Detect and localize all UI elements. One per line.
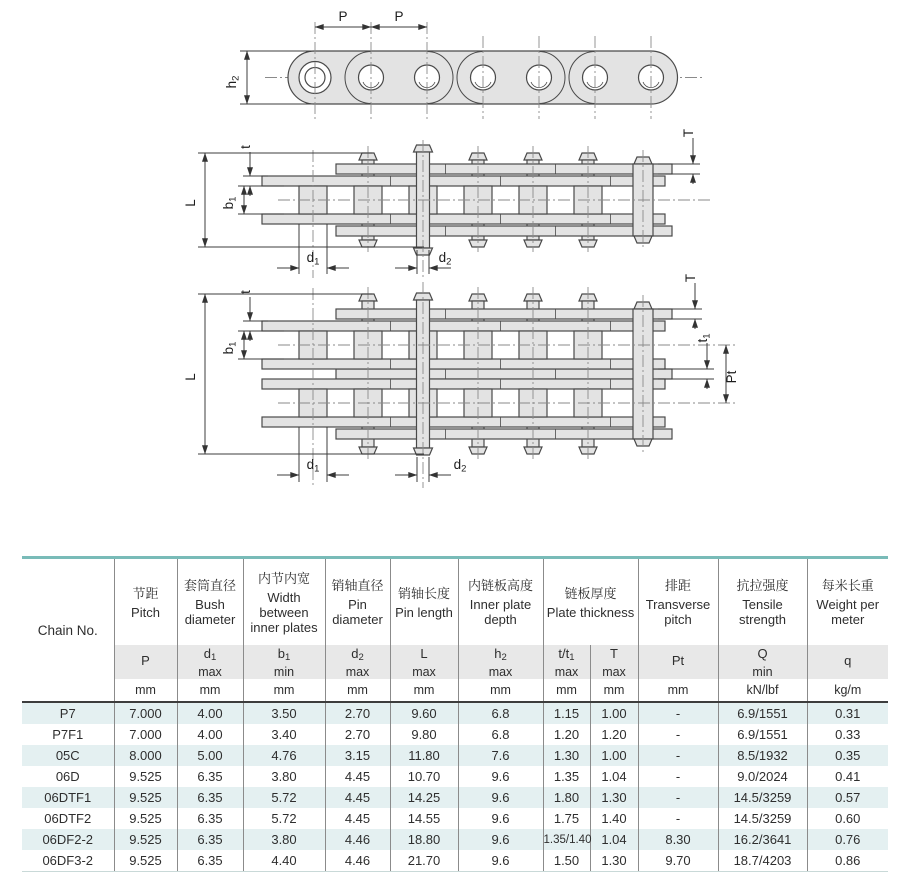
- header-cn: 抗拉强度: [736, 578, 789, 593]
- cell: 6.35: [177, 829, 243, 850]
- unit-cell: mm: [590, 679, 638, 702]
- unit-cell: kg/m: [807, 679, 888, 702]
- cell: 3.80: [243, 829, 325, 850]
- corner-header: Chain No.: [22, 558, 114, 703]
- dim-label-b1: b1: [221, 341, 239, 355]
- cell: -: [638, 787, 718, 808]
- dim-label-d2: d2: [438, 250, 452, 268]
- header-cn: 每米长重: [821, 578, 874, 593]
- dim-label-T: T: [681, 128, 696, 138]
- table-row: [22, 724, 888, 745]
- symbol-cell: Q min: [718, 645, 807, 679]
- cell: 4.45: [325, 808, 390, 829]
- header-cn: 节距: [132, 585, 159, 601]
- cell: 1.30: [590, 850, 638, 872]
- col-header-plate-thickness: [543, 558, 638, 646]
- cell: 9.80: [390, 724, 458, 745]
- cell: 0.41: [807, 766, 888, 787]
- header-cn: 内链板高度: [467, 578, 533, 593]
- cell: 9.6: [458, 829, 543, 850]
- cell: 9.6: [458, 808, 543, 829]
- cell: 6.9/1551: [718, 724, 807, 745]
- header-en: Bush diameter: [184, 597, 236, 627]
- cell: 1.30: [590, 787, 638, 808]
- cell: 9.525: [114, 808, 177, 829]
- cell: 8.30: [638, 829, 718, 850]
- table-row: [22, 787, 888, 808]
- cell: 06D: [55, 769, 80, 784]
- cell: 14.5/3259: [718, 787, 807, 808]
- cell: 0.57: [807, 787, 888, 808]
- col-header-inner-width: [243, 558, 325, 646]
- cell: 4.76: [243, 745, 325, 766]
- symbol-cell: t/t1 max: [543, 645, 590, 679]
- cell: 3.15: [325, 745, 390, 766]
- dim-label-L: L: [183, 373, 198, 381]
- cell: 18.7/4203: [718, 850, 807, 872]
- cell: 16.2/3641: [718, 829, 807, 850]
- cell: -: [638, 808, 718, 829]
- cell: -: [638, 702, 718, 724]
- cell: 7.000: [114, 702, 177, 724]
- cell: 06DTF1: [22, 787, 114, 808]
- symbol-cell: d2 max: [325, 645, 390, 679]
- cell: 5.00: [177, 745, 243, 766]
- dim-label-t: t: [238, 145, 253, 149]
- col-header-bush-diameter: [177, 558, 243, 646]
- cell: 06DF3-2: [22, 850, 114, 872]
- dim-label-t1: t1: [695, 333, 713, 343]
- dim-label-pitch-right: P: [394, 9, 404, 24]
- cell: 1.00: [590, 745, 638, 766]
- cell: 0.33: [807, 724, 888, 745]
- cell: -: [638, 724, 718, 745]
- cell: 06DF2-2: [22, 829, 114, 850]
- dim-label-b1: b1: [221, 196, 239, 210]
- cell: 0.60: [807, 808, 888, 829]
- cell: 5.72: [243, 808, 325, 829]
- header-cn: 链板厚度: [564, 585, 617, 601]
- cell: 0.35: [807, 745, 888, 766]
- dim-label-d2: d2: [453, 457, 467, 475]
- cell: -: [638, 745, 718, 766]
- cell: 1.00: [590, 702, 638, 724]
- cell: 9.525: [114, 766, 177, 787]
- symbol-cell: d1 max: [177, 645, 243, 679]
- cell: 21.70: [390, 850, 458, 872]
- cell: 2.70: [325, 702, 390, 724]
- cell: 9.6: [458, 766, 543, 787]
- cell: 0.76: [807, 829, 888, 850]
- table-row: [22, 808, 888, 829]
- cell: 0.31: [807, 702, 888, 724]
- cell: 5.72: [243, 787, 325, 808]
- header-en: Transverse pitch: [645, 597, 711, 627]
- table-row: [22, 766, 888, 787]
- header-en: Pin diameter: [332, 597, 383, 627]
- cell: 1.04: [590, 766, 638, 787]
- dim-label-h2: h2: [224, 75, 242, 89]
- col-header-pin-diameter: [325, 558, 390, 646]
- symbol-cell: h2 max: [458, 645, 543, 679]
- cell: 18.80: [390, 829, 458, 850]
- dim-label-pitch-left: P: [338, 9, 348, 24]
- header-en: Tensile strength: [739, 597, 786, 627]
- header-en: Pitch: [131, 604, 160, 620]
- cell: 9.0/2024: [718, 766, 807, 787]
- cell: 05C: [22, 745, 114, 766]
- cell: 3.80: [243, 766, 325, 787]
- cell: 6.8: [458, 702, 543, 724]
- unit-cell: mm: [114, 679, 177, 702]
- col-header-tensile-strength: [718, 558, 807, 646]
- cell: 14.25: [390, 787, 458, 808]
- cell: 9.6: [458, 787, 543, 808]
- header-cn: 销轴长度: [397, 585, 450, 601]
- unit-cell: mm: [390, 679, 458, 702]
- cell: 9.525: [114, 829, 177, 850]
- cell: 9.60: [390, 702, 458, 724]
- double-strand-plan-diagram: [183, 274, 739, 488]
- cell: 3.50: [243, 702, 325, 724]
- cell: 1.04: [590, 829, 638, 850]
- header-cn: 排距: [664, 578, 691, 593]
- symbol-cell: L max: [390, 645, 458, 679]
- col-header-pitch: [114, 558, 177, 646]
- cell: 6.35: [177, 850, 243, 872]
- cell: 1.30: [543, 745, 590, 766]
- cell: 2.70: [325, 724, 390, 745]
- cell: 1.15: [543, 702, 590, 724]
- single-strand-plan-diagram: [183, 128, 712, 283]
- cell: 8.5/1932: [718, 745, 807, 766]
- dim-label-L: L: [183, 199, 198, 207]
- symbol-cell: Pt: [638, 645, 718, 679]
- table-row: [22, 702, 888, 724]
- symbol-cell: T max: [590, 645, 638, 679]
- dim-label-t: t: [238, 290, 253, 294]
- unit-cell: mm: [543, 679, 590, 702]
- header-en: Plate thickness: [546, 604, 635, 620]
- cell: 14.5/3259: [718, 808, 807, 829]
- chain-profile-diagram: [224, 9, 705, 119]
- unit-cell: kN/lbf: [718, 679, 807, 702]
- cell: 8.000: [114, 745, 177, 766]
- cell: 1.75: [543, 808, 590, 829]
- cell: 9.70: [638, 850, 718, 872]
- table-row: [22, 850, 888, 872]
- cell: 14.55: [390, 808, 458, 829]
- header-en: Inner plate depth: [469, 597, 532, 627]
- cell: 1.80: [543, 787, 590, 808]
- cell: 6.9/1551: [718, 702, 807, 724]
- symbol-cell: P: [114, 645, 177, 679]
- cell: 9.525: [114, 850, 177, 872]
- unit-cell: mm: [638, 679, 718, 702]
- header-cn: 内节内宽: [257, 570, 310, 586]
- cell: 7.6: [458, 745, 543, 766]
- cell: 9.6: [458, 850, 543, 872]
- cell: 1.20: [590, 724, 638, 745]
- table-row: [22, 829, 888, 850]
- cell: 6.35: [177, 808, 243, 829]
- cell: 4.00: [177, 724, 243, 745]
- header-cn: 套筒直径: [183, 578, 236, 593]
- table-row: [22, 745, 888, 766]
- cell: 1.35/1.40: [543, 829, 590, 850]
- col-header-transverse-pitch: [638, 558, 718, 646]
- cell: 4.00: [177, 702, 243, 724]
- cell: 1.40: [590, 808, 638, 829]
- unit-cell: mm: [243, 679, 325, 702]
- header-row-names: [22, 558, 888, 646]
- col-header-pin-length: [390, 558, 458, 646]
- cell: 10.70: [390, 766, 458, 787]
- dim-label-Pt: Pt: [724, 370, 739, 384]
- unit-cell: mm: [325, 679, 390, 702]
- chain-spec-table: [22, 556, 888, 872]
- header-en: Width between inner plates: [250, 589, 318, 635]
- cell: 4.45: [325, 766, 390, 787]
- col-header-weight: [807, 558, 888, 646]
- cell: 6.35: [177, 787, 243, 808]
- cell: 0.86: [807, 850, 888, 872]
- header-row-symbols: [22, 645, 888, 679]
- cell: 9.525: [114, 787, 177, 808]
- cell: P7F1: [52, 727, 84, 742]
- col-header-inner-plate-depth: [458, 558, 543, 646]
- dim-label-d1: d1: [306, 457, 320, 475]
- unit-cell: mm: [458, 679, 543, 702]
- cell: 6.35: [177, 766, 243, 787]
- header-row-units: [22, 679, 888, 702]
- cell: 4.45: [325, 787, 390, 808]
- cell: 06DTF2: [44, 811, 92, 826]
- cell: P7: [22, 702, 114, 724]
- cell: 1.35: [543, 766, 590, 787]
- symbol-cell: b1 min: [243, 645, 325, 679]
- header-cn: 销轴直径: [331, 578, 384, 593]
- dim-label-T: T: [683, 273, 698, 283]
- cell: 4.46: [325, 850, 390, 872]
- cell: 3.40: [243, 724, 325, 745]
- header-en: Weight per meter: [816, 597, 880, 627]
- unit-cell: mm: [177, 679, 243, 702]
- cell: 1.50: [543, 850, 590, 872]
- cell: 4.40: [243, 850, 325, 872]
- cell: 7.000: [114, 724, 177, 745]
- cell: 11.80: [390, 745, 458, 766]
- header-en: Pin length: [395, 604, 453, 620]
- cell: 1.20: [543, 724, 590, 745]
- cell: 6.8: [458, 724, 543, 745]
- cell: -: [638, 766, 718, 787]
- symbol-cell: q: [807, 645, 888, 679]
- cell: 4.46: [325, 829, 390, 850]
- dim-label-d1: d1: [306, 250, 320, 268]
